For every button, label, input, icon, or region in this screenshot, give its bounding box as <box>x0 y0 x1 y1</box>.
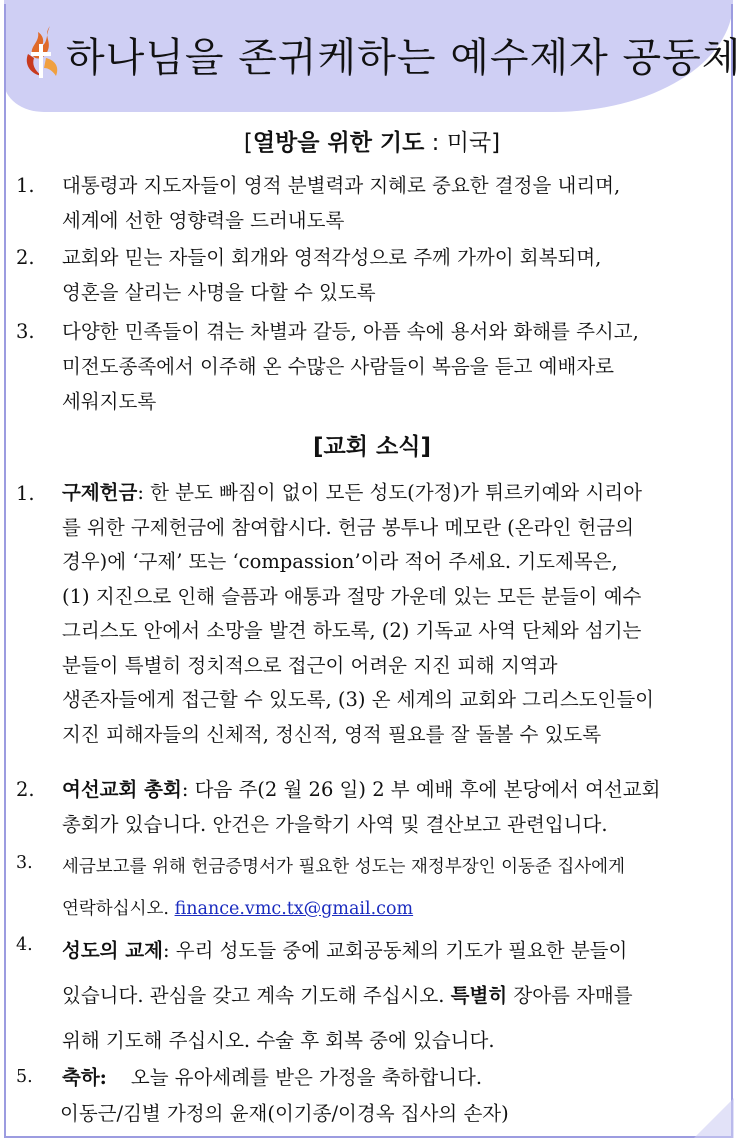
item-number: 2. <box>16 246 35 269</box>
item-text: 다양한 민족들이 겪는 차별과 갈등, 아픔 속에 용서와 화해를 주시고, <box>62 320 639 343</box>
item-text: 오늘 유아세례를 받은 가정을 축하합니다. <box>130 1066 483 1089</box>
item-text: 를 위한 구제헌금에 참여합시다. 헌금 봉투나 메모란 (온라인 헌금의 <box>62 515 634 539</box>
item-text: : 한 분도 빠짐이 없이 모든 성도(가정)가 튀르키예와 시리아 <box>137 481 642 504</box>
item-text: 영혼을 살리는 사명을 다할 수 있도록 <box>62 281 376 304</box>
item-text: 장아름 자매를 <box>507 984 633 1007</box>
item-text: 총회가 있습니다. 안건은 가을학기 사역 및 결산보고 관련입니다. <box>62 813 608 836</box>
item-number: 1. <box>16 482 35 505</box>
item-lead: 축하: <box>62 1066 107 1089</box>
item-text: 지진 피해자들의 신체적, 정신적, 영적 필요를 잘 돌볼 수 있도록 <box>62 722 602 746</box>
item-lead: 구제헌금 <box>62 481 138 504</box>
item-text: : 다음 주(2 월 26 일) 2 부 예배 후에 본당에서 여선교회 <box>181 778 661 801</box>
item-text: 분들이 특별히 정치적으로 접근이 어려운 지진 피해 지역과 <box>62 653 558 677</box>
item-number: 3. <box>16 853 33 873</box>
item-number: 2. <box>16 778 35 801</box>
item-text: 이동근/김별 가정의 윤재(이기종/이경옥 집사의 손자) <box>60 1102 509 1125</box>
finance-email-link[interactable]: finance.vmc.tx@gmail.com <box>174 899 414 919</box>
item-text: : 우리 성도들 중에 교회공동체의 기도가 필요한 분들이 <box>162 939 628 962</box>
item-number: 5. <box>16 1067 33 1087</box>
news-title-text: 교회 소식 <box>323 434 421 460</box>
item-text: 연락하십시오. <box>62 899 175 919</box>
item-text: 경우)에 ‘구제’ 또는 ‘compassion’이라 적어 주세요. 기도제목은, <box>62 550 618 573</box>
item-text: (1) 지진으로 인해 슬픔과 애통과 절망 가운데 있는 모든 분들이 예수 <box>62 584 642 608</box>
item-text: 미전도종족에서 이주해 온 수많은 사람들이 복음을 듣고 예배자로 <box>62 355 614 378</box>
news-section-title: [교회 소식] <box>313 434 431 460</box>
church-logo-icon <box>20 24 66 80</box>
item-text: 위해 기도해 주십시오. 수술 후 회복 중에 있습니다. <box>62 1029 495 1052</box>
prayer-section-title: [열방을 위한 기도 : 미국] <box>243 130 501 156</box>
item-text: 세워지도록 <box>62 390 157 413</box>
prayer-title-bold: 열방을 위한 기도 <box>252 130 425 156</box>
item-lead: 여선교회 총회 <box>62 778 182 801</box>
prayer-title-country: : 미국 <box>424 130 492 156</box>
page-title: 하나님을 존귀케하는 예수제자 공동체 <box>66 35 742 81</box>
item-text: 세계에 선한 영향력을 드러내도록 <box>62 209 345 232</box>
item-emphasis: 특별히 <box>450 984 508 1007</box>
item-text: 교회와 믿는 자들이 회개와 영적각성으로 주께 가까이 회복되며, <box>62 246 602 269</box>
item-text: 세금보고를 위해 헌금증명서가 필요한 성도는 재정부장인 이동준 집사에게 <box>62 857 625 877</box>
item-number: 1. <box>16 174 35 197</box>
item-number: 3. <box>16 320 35 343</box>
item-text: 생존자들에게 접근할 수 있도록, (3) 온 세계의 교회와 그리스도인들이 <box>62 688 655 711</box>
page-corner-decoration <box>694 1098 734 1138</box>
item-text: 그리스도 안에서 소망을 발견 하도록, (2) 기독교 사역 단체와 섬기는 <box>62 619 642 642</box>
item-text: 있습니다. 관심을 갖고 계속 기도해 주십시오. <box>62 984 451 1007</box>
item-lead: 성도의 교제 <box>62 939 163 962</box>
item-text: 대통령과 지도자들이 영적 분별력과 지혜로 중요한 결정을 내리며, <box>62 174 621 197</box>
item-number: 4. <box>16 935 33 955</box>
